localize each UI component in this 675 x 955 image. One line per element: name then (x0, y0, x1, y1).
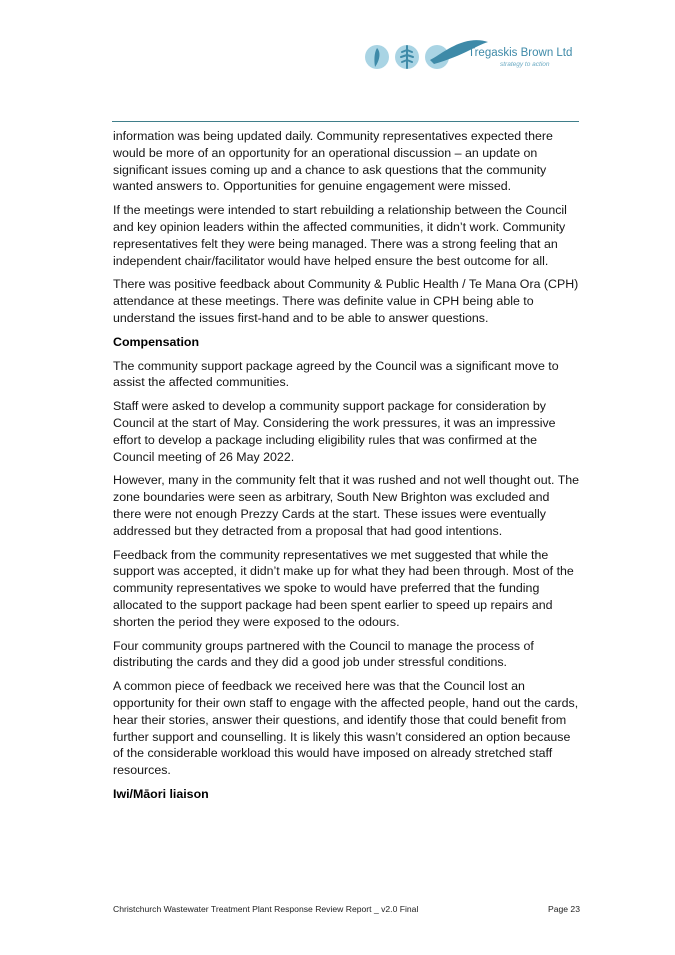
section-heading-compensation: Compensation (113, 334, 200, 349)
body-paragraph: However, many in the community felt that it was rushed and not well thought out. The zone boundaries were seen as arbitrary, South New Brighton was excluded and there were not enough Prezzy Cards at the start. These issues were eventually addressed but they detracted from a proposal that had good intentions. (113, 473, 580, 538)
page-footer (113, 904, 580, 914)
company-logo (362, 36, 573, 78)
body-paragraph: Four community groups partnered with the Council to manage the process of distributing the cards and they did a good job under stressful conditions. (113, 638, 534, 670)
document-body (113, 128, 581, 810)
footer-page-number: Page 23 (547, 904, 580, 914)
body-paragraph: Feedback from the community representatives we met suggested that while the support was accepted, it didn’t make up for what they had been through. Most of the community representatives we spoke to would have preferred that the funding allocated to the support package had been spent earlier to speed up repairs and shorten the period they were exposed to the odours. (113, 547, 574, 629)
logo-company-name: Tregaskis Brown Ltd (468, 47, 573, 59)
body-paragraph: The community support package agreed by the Council was a significant move to assist the affected communities. (113, 358, 559, 390)
body-paragraph: There was positive feedback about Community & Public Health / Te Mana Ora (CPH) attendance at these meetings. There was definite value in CPH being able to understand the issues first-hand and to be able to answer questions. (113, 277, 579, 325)
body-paragraph: A common piece of feedback we received here was that the Council lost an opportunity for their own staff to engage with the affected people, hand out the cards, hear their stories, answer their questions, and identify those that could benefit from further support and counselling. It is likely this wasn’t considered an option because of the considerable workload this would have imposed on already stretched staff resources. (113, 679, 579, 778)
body-paragraph: Staff were asked to develop a community support package for consideration by Council at the start of May. Considering the work pressures, it was an impressive effort to develop a package including eligibility rules that was confirmed at the Council meeting of 26 May 2022. (113, 399, 556, 464)
logo-tagline: strategy to action (500, 61, 550, 68)
body-paragraph: If the meetings were intended to start rebuilding a relationship between the Council and key opinion leaders within the affected communities, it didn’t work. Community representatives felt they were being managed. There was a strong feeling that an independent chair/facilitator would have helped ensure the best outcome for all. (113, 203, 567, 268)
section-heading-iwi-maori-liaison: Iwi/Māori liaison (113, 786, 209, 801)
footer-document-title: Christchurch Wastewater Treatment Plant Response Review Report _ v2.0 Final (113, 904, 419, 914)
body-paragraph: information was being updated daily. Community representatives expected there would be more of an opportunity for an operational discussion – an update on significant issues coming up and a chance to ask questions that the community wanted answers to. Opportunities for genuine engagement were missed. (113, 129, 553, 194)
header-divider (112, 121, 579, 122)
